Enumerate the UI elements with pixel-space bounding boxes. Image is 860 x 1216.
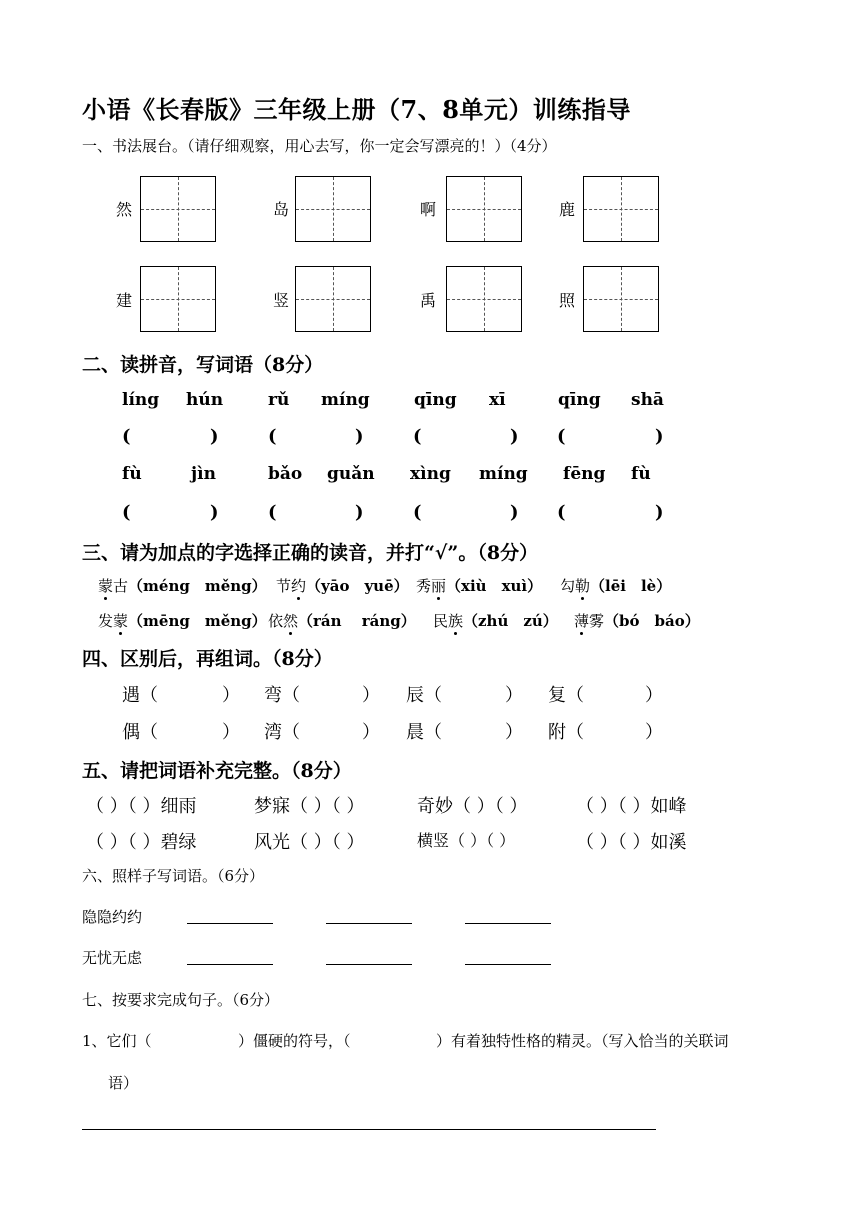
idiom-item: （ ）（ ）碧绿 — [86, 832, 197, 853]
section-1-heading: 一、书法展台。（请仔细观察，用心去写，你一定会写漂亮的！）（4分） — [82, 137, 557, 155]
idiom-item: 奇妙（ ）（ ） — [417, 796, 528, 817]
answer-paren-close: ） — [362, 722, 380, 743]
section-2-heading: 二、读拼音，写词语（8分） — [82, 354, 324, 376]
section-5-heading: 五、请把词语补充完整。（8分） — [82, 760, 352, 782]
word-item: 湾（ — [264, 722, 300, 743]
writing-grid[interactable] — [140, 266, 216, 332]
pinyin: míng — [479, 464, 528, 484]
answer-paren-close: ） — [505, 685, 523, 706]
reading-item: 薄雾（bó báo） — [574, 612, 700, 630]
word-item: 遇（ — [122, 685, 158, 706]
word-item: 偶（ — [122, 722, 158, 743]
reading-item: 发蒙（mēng měng） — [98, 612, 267, 630]
pinyin: fēng — [563, 464, 606, 484]
answer-blank[interactable] — [465, 964, 551, 965]
pinyin: bǎo — [268, 464, 303, 484]
writing-grid[interactable] — [295, 266, 371, 332]
writing-grid[interactable] — [140, 176, 216, 242]
answer-blank[interactable] — [465, 923, 551, 924]
section-6-heading: 六、照样子写词语。（6分） — [82, 867, 265, 885]
answer-paren-close: ） — [222, 685, 240, 706]
calligraphy-char: 啊 — [420, 200, 437, 219]
answer-paren-close: ) — [510, 502, 519, 523]
pinyin: rǔ — [268, 390, 290, 410]
pinyin: líng — [122, 390, 160, 410]
word-item: 附（ — [548, 722, 584, 743]
word-item: 辰（ — [406, 685, 442, 706]
idiom-item: （ ）（ ）细雨 — [86, 796, 197, 817]
answer-paren-open: ( — [122, 502, 131, 523]
question-1-part: 1、它们（ — [82, 1032, 152, 1050]
pinyin: fù — [122, 464, 142, 484]
section-7-heading: 七、按要求完成句子。（6分） — [82, 991, 280, 1009]
pinyin: xī — [489, 390, 506, 410]
pinyin: xìng — [410, 464, 451, 484]
answer-paren-close: ) — [355, 502, 364, 523]
answer-paren-close: ) — [655, 502, 664, 523]
answer-paren-close: ) — [355, 426, 364, 447]
calligraphy-char: 照 — [559, 291, 576, 310]
answer-paren-close: ) — [510, 426, 519, 447]
idiom-item: 横竖（ ）（ ） — [417, 831, 516, 850]
pinyin: míng — [321, 390, 370, 410]
calligraphy-char: 竖 — [273, 291, 290, 310]
calligraphy-char: 岛 — [273, 200, 290, 219]
reading-item: 节约（yāo yuē） — [276, 577, 409, 595]
reading-item: 秀丽（xiù xuì） — [416, 577, 543, 595]
answer-blank[interactable] — [187, 964, 273, 965]
answer-blank[interactable] — [187, 923, 273, 924]
reading-item: 蒙古（méng měng） — [98, 577, 267, 595]
answer-paren-close: ) — [210, 502, 219, 523]
dotted-char: 丽 — [431, 577, 447, 595]
pinyin: shā — [631, 390, 664, 410]
writing-grid[interactable] — [583, 176, 659, 242]
question-1-part: ）僵硬的符号，（ — [238, 1032, 351, 1050]
idiom-item: （ ）（ ）如峰 — [576, 796, 687, 817]
pinyin: guǎn — [327, 464, 375, 484]
calligraphy-char: 建 — [116, 291, 133, 310]
pinyin: qīng — [414, 390, 457, 410]
answer-paren-close: ） — [362, 685, 380, 706]
answer-paren-close: ） — [645, 685, 663, 706]
writing-grid[interactable] — [446, 266, 522, 332]
reading-item: 民族（zhú zú） — [433, 612, 558, 630]
answer-paren-open: ( — [413, 502, 422, 523]
word-item: 复（ — [548, 685, 584, 706]
pinyin: hún — [186, 390, 224, 410]
pinyin: fù — [631, 464, 651, 484]
pinyin: jìn — [191, 464, 216, 484]
writing-grid[interactable] — [583, 266, 659, 332]
answer-paren-open: ( — [122, 426, 131, 447]
example-word: 隐隐约约 — [82, 908, 143, 926]
pinyin: qīng — [558, 390, 601, 410]
answer-paren-close: ) — [210, 426, 219, 447]
answer-paren-open: ( — [268, 502, 277, 523]
question-1-continuation: 语） — [108, 1074, 139, 1092]
reading-item: 勾勒（lēi lè） — [560, 577, 672, 595]
answer-paren-open: ( — [268, 426, 277, 447]
word-item: 弯（ — [264, 685, 300, 706]
answer-paren-close: ） — [505, 722, 523, 743]
dotted-char: 蒙 — [98, 577, 114, 595]
answer-paren-open: ( — [557, 426, 566, 447]
writing-grid[interactable] — [446, 176, 522, 242]
page-title: 小语《长春版》三年级上册（7、8单元）训练指导 — [82, 95, 631, 124]
section-4-heading: 四、区别后，再组词。（8分） — [82, 648, 333, 670]
answer-paren-close: ) — [655, 426, 664, 447]
answer-line[interactable] — [82, 1129, 656, 1130]
dotted-char: 薄 — [574, 612, 590, 630]
answer-paren-close: ） — [645, 722, 663, 743]
writing-grid[interactable] — [295, 176, 371, 242]
calligraphy-char: 然 — [116, 200, 133, 219]
calligraphy-char: 鹿 — [559, 200, 576, 219]
answer-paren-open: ( — [557, 502, 566, 523]
calligraphy-char: 禹 — [420, 291, 437, 310]
answer-blank[interactable] — [326, 964, 412, 965]
idiom-item: （ ）（ ）如溪 — [576, 832, 687, 853]
example-word: 无忧无虑 — [82, 949, 143, 967]
word-item: 晨（ — [406, 722, 442, 743]
dotted-char: 勒 — [575, 577, 591, 595]
answer-blank[interactable] — [326, 923, 412, 924]
dotted-char: 约 — [291, 577, 307, 595]
dotted-char: 蒙 — [113, 612, 129, 630]
dotted-char: 族 — [448, 612, 464, 630]
answer-paren-open: ( — [413, 426, 422, 447]
section-3-heading: 三、请为加点的字选择正确的读音，并打“√”。（8分） — [82, 542, 539, 564]
question-1-part: ）有着独特性格的精灵。（写入恰当的关联词 — [436, 1032, 729, 1050]
reading-item: 依然（rán ráng） — [268, 612, 416, 630]
answer-paren-close: ） — [222, 722, 240, 743]
idiom-item: 风光（ ）（ ） — [254, 832, 365, 853]
idiom-item: 梦寐（ ）（ ） — [254, 796, 365, 817]
dotted-char: 然 — [283, 612, 299, 630]
